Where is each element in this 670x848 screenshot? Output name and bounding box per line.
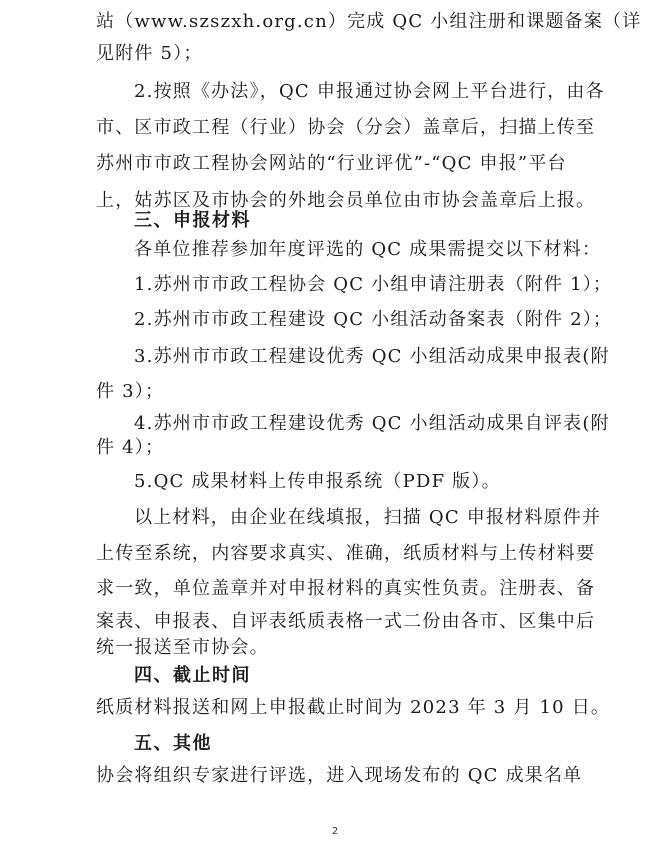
text-line: 各单位推荐参加年度评选的 QC 成果需提交以下材料： xyxy=(134,239,602,260)
text-line: 见附件 5）； xyxy=(96,43,203,64)
section-heading: 三、申报材料 xyxy=(134,210,251,231)
text-line: 站（www.szszxh.org.cn）完成 QC 小组注册和课题备案（详 xyxy=(96,11,642,32)
text-line: 以上材料，由企业在线填报，扫描 QC 申报材料原件并 xyxy=(134,507,602,528)
page-number: 2 xyxy=(331,826,339,837)
list-item: 3.苏州市市政工程建设优秀 QC 小组活动成果申报表(附 xyxy=(134,346,610,367)
list-item: 4.苏州市市政工程建设优秀 QC 小组活动成果自评表(附 xyxy=(134,413,610,434)
list-item: 2.苏州市市政工程建设 QC 小组活动备案表（附件 2）； xyxy=(134,309,613,330)
text-line: 件 3）； xyxy=(96,381,165,402)
text-line: 求一致，单位盖章并对申报材料的真实性负责。注册表、备 xyxy=(96,578,596,599)
section-heading: 五、其他 xyxy=(134,733,212,754)
text-line: 纸质材料报送和网上申报截止时间为 2023 年 3 月 10 日。 xyxy=(96,697,611,718)
text-line: 协会将组织专家进行评选，进入现场发布的 QC 成果名单 xyxy=(96,765,583,786)
text-line: 件 4）； xyxy=(96,437,165,458)
section-heading: 四、截止时间 xyxy=(134,665,251,686)
text-line: 2.按照《办法》，QC 申报通过协会网上平台进行，由各 xyxy=(134,81,605,102)
list-item: 5.QC 成果材料上传申报系统（PDF 版）。 xyxy=(134,471,501,492)
text-line: 市、区市政工程（行业）协会（分会）盖章后，扫描上传至 xyxy=(96,117,596,138)
text-line: 统一报送至市协会。 xyxy=(96,637,269,658)
text-line: 上传至系统，内容要求真实、准确，纸质材料与上传材料要 xyxy=(96,543,596,564)
text-line: 案表、申报表、自评表纸质表格一式二份由各市、区集中后 xyxy=(96,611,596,632)
text-line: 苏州市市政工程协会网站的“行业评优”-“QC 申报”平台 xyxy=(96,153,567,174)
text-line: 上，姑苏区及市协会的外地会员单位由市协会盖章后上报。 xyxy=(96,190,596,211)
list-item: 1.苏州市市政工程协会 QC 小组申请注册表（附件 1）； xyxy=(134,274,613,295)
